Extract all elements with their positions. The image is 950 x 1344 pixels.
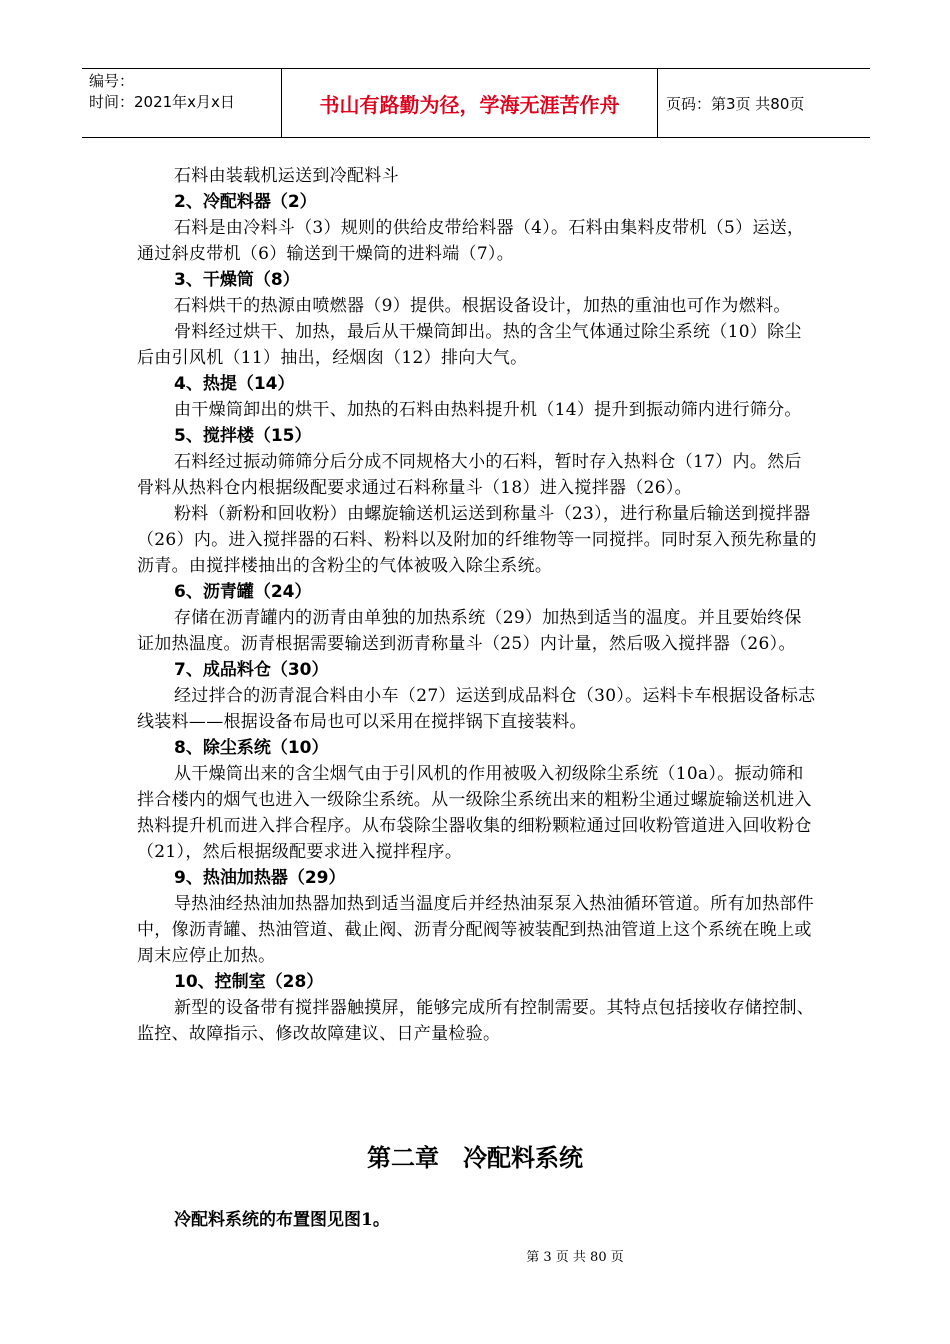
section-heading: 7、成品料仓（30） xyxy=(174,660,329,680)
time-label: 时间：2021年x月x日 xyxy=(89,93,235,111)
section-heading: 4、热提（14） xyxy=(174,374,295,394)
section-heading: 9、热油加热器（29） xyxy=(174,868,346,888)
number-label: 编号： xyxy=(89,72,135,90)
page-header xyxy=(82,68,870,138)
header-motto: 书山有路勤为径，学海无涯苦作舟 xyxy=(282,69,658,137)
paragraph: 石料经过振动筛筛分后分成不同规格大小的石料，暂时存入热料仓（17）内。然后骨料从热料仓内根据级配要求通过石料称量斗（18）进入搅拌器（26）。 xyxy=(137,452,802,498)
section-heading: 6、沥青罐（24） xyxy=(174,582,312,602)
paragraph: 粉料（新粉和回收粉）由螺旋输送机运送到称量斗（23），进行称量后输送到搅拌器（26）内。进入搅拌器的石料、粉料以及附加的纤维物等一同搅拌。同时泵入预先称量的沥青。由搅拌楼抽出的含粉尘的气体被吸入除尘系统。 xyxy=(137,504,817,576)
paragraph: 从干燥筒出来的含尘烟气由于引风机的作用被吸入初级除尘系统（10a）。振动筛和拌合楼内的烟气也进入一级除尘系统。从一级除尘系统出来的粗粉尘通过螺旋输送机进入热料提升机而进入拌合程序。从布袋除尘器收集的细粉颗粒通过回收粉管道进入回收粉仓（21），然后根据级配要求进入搅拌程序。 xyxy=(137,764,812,862)
section-heading: 5、搅拌楼（15） xyxy=(174,426,312,446)
paragraph: 石料烘干的热源由喷燃器（9）提供。根据设备设计，加热的重油也可作为燃料。 xyxy=(174,296,791,316)
document-body xyxy=(137,163,817,1047)
paragraph: 导热油经热油加热器加热到适当温度后并经热油泵泵入热油循环管道。所有加热部件中，像沥青罐、热油管道、截止阀、沥青分配阀等被装配到热油管道上这个系统在晚上或周末应停止加热。 xyxy=(137,894,815,966)
paragraph: 存储在沥青罐内的沥青由单独的加热系统（29）加热到适当的温度。并且要始终保证加热温度。沥青根据需要输送到沥青称量斗（25）内计量，然后吸入搅拌器（26）。 xyxy=(137,608,802,654)
paragraph: 石料是由冷料斗（3）规则的供给皮带给料器（4）。石料由集料皮带机（5）运送，通过斜皮带机（6）输送到干燥筒的进料端（7）。 xyxy=(137,218,805,264)
paragraph: 经过拌合的沥青混合料由小车（27）运送到成品料仓（30）。运料卡车根据设备标志线装料——根据设备布局也可以采用在搅拌锅下直接装料。 xyxy=(137,686,816,732)
chapter-title: 第二章 冷配料系统 xyxy=(367,1144,583,1172)
paragraph: 新型的设备带有搅拌器触摸屏，能够完成所有控制需要。其特点包括接收存储控制、监控、故障指示、修改故障建议、日产量检验。 xyxy=(137,998,815,1044)
header-page-info: 页码：第3页 共80页 xyxy=(666,94,805,113)
page-footer: 第 3 页 共 80 页 xyxy=(526,1250,624,1265)
paragraph: 石料由装载机运送到冷配料斗 xyxy=(174,166,399,186)
intro-text: 冷配料系统的布置图见图1。 xyxy=(174,1210,390,1230)
section-heading: 8、除尘系统（10） xyxy=(174,738,329,758)
section-heading: 3、干燥筒（8） xyxy=(174,270,300,290)
section-heading: 2、冷配料器（2） xyxy=(174,192,317,212)
section-heading: 10、控制室（28） xyxy=(174,972,324,992)
paragraph: 由干燥筒卸出的烘干、加热的石料由热料提升机（14）提升到振动筛内进行筛分。 xyxy=(174,400,802,420)
paragraph: 骨料经过烘干、加热，最后从干燥筒卸出。热的含尘气体通过除尘系统（10）除尘后由引风机（11）抽出，经烟囱（12）排向大气。 xyxy=(137,322,802,368)
header-meta xyxy=(82,69,282,137)
